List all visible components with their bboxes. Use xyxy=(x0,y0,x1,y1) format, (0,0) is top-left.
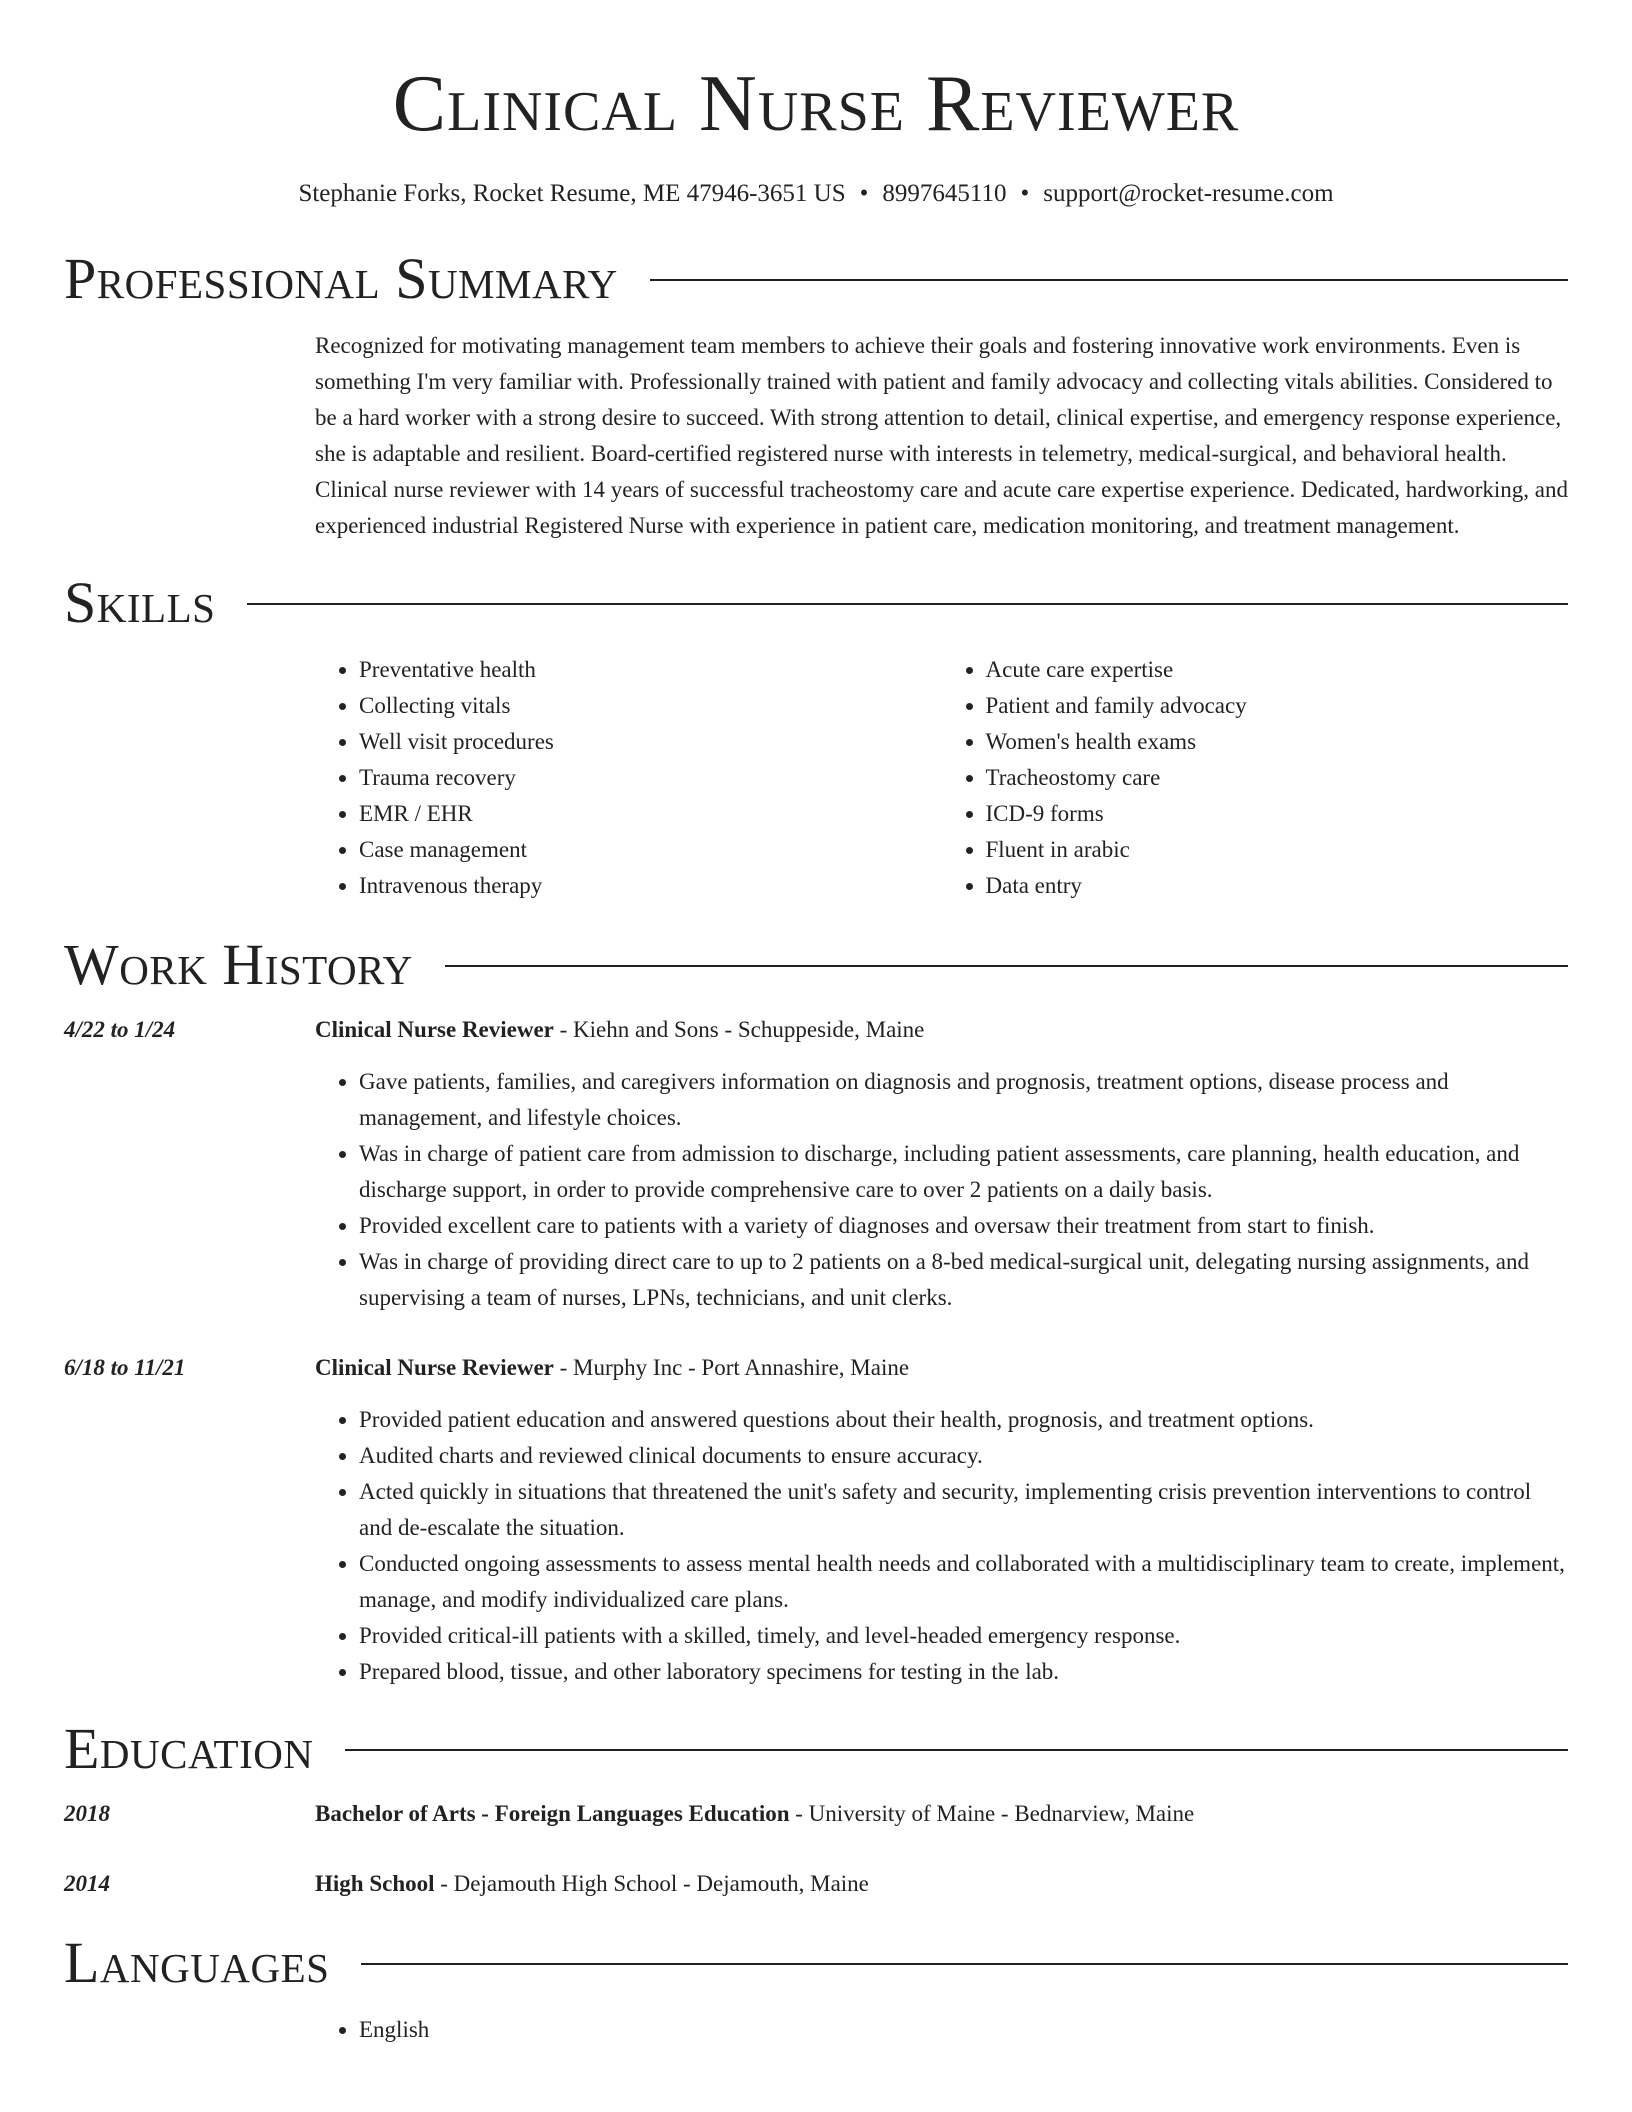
education-school: - University of Maine - Bednarview, Maine xyxy=(789,1801,1195,1826)
languages-heading: Languages xyxy=(64,1930,330,1995)
duty-item: • Acted quickly in situations that threatened the unit's safety and security, implementing crisis prevention interventions to control and de-escalate the situation. xyxy=(359,1474,1568,1546)
education-year: 2014 xyxy=(64,1871,110,1896)
duty-item: • Prepared blood, tissue, and other laboratory specimens for testing in the lab. xyxy=(359,1654,1568,1690)
skill-item: • Collecting vitals xyxy=(359,688,942,724)
language-item: • English xyxy=(359,2012,1568,2048)
skill-item: • Women's health exams xyxy=(986,724,1569,760)
skills-column-right xyxy=(942,652,1569,904)
education-line xyxy=(315,1866,869,1902)
duty-item: • Audited charts and reviewed clinical documents to ensure accuracy. xyxy=(359,1438,1568,1474)
section-divider xyxy=(445,965,1568,967)
skill-item: • Well visit procedures xyxy=(359,724,942,760)
skills-section-header xyxy=(64,570,1568,636)
job-title: Clinical Nurse Reviewer xyxy=(315,1017,554,1042)
skill-item: • EMR / EHR xyxy=(359,796,942,832)
education-degree: Bachelor of Arts - Foreign Languages Education xyxy=(315,1801,790,1826)
education-school: - Dejamouth High School - Dejamouth, Maine xyxy=(434,1871,869,1896)
duty-item: • Was in charge of patient care from admission to discharge, including patient assessments, care planning, health education, and discharge support, in order to provide comprehensive care to over 2 patients on a daily basis. xyxy=(359,1136,1568,1208)
skill-item: • Acute care expertise xyxy=(986,652,1569,688)
contact-phone: 8997645110 xyxy=(882,180,1007,207)
contact-separator: • xyxy=(1020,180,1030,207)
job-employer: - Murphy Inc - Port Annashire, Maine xyxy=(553,1355,910,1380)
contact-line xyxy=(64,178,1568,210)
contact-address: Stephanie Forks, Rocket Resume, ME 47946-3651 US xyxy=(298,180,846,207)
duty-item: • Provided patient education and answered questions about their health, prognosis, and treatment options. xyxy=(359,1402,1568,1438)
skill-item: • ICD-9 forms xyxy=(986,796,1569,832)
job-employer: - Kiehn and Sons - Schuppeside, Maine xyxy=(553,1017,925,1042)
education-section-header xyxy=(64,1716,1568,1782)
skill-item: • Patient and family advocacy xyxy=(986,688,1569,724)
contact-separator: • xyxy=(859,180,869,207)
work-section-header xyxy=(64,932,1568,998)
duty-item: • Conducted ongoing assessments to assess mental health needs and collaborated with a multidisciplinary team to create, implement, manage, and modify individualized care plans. xyxy=(359,1546,1568,1618)
work-heading: Work History xyxy=(64,932,413,997)
resume-title: Clinical Nurse Reviewer xyxy=(392,60,1240,148)
education-heading: Education xyxy=(64,1716,314,1781)
job-duties xyxy=(315,1402,1568,1690)
skill-item: • Fluent in arabic xyxy=(986,832,1569,868)
education-degree: High School xyxy=(315,1871,435,1896)
skill-item: • Case management xyxy=(359,832,942,868)
section-divider xyxy=(650,279,1568,281)
section-divider xyxy=(345,1749,1568,1751)
skill-item: • Data entry xyxy=(986,868,1569,904)
languages-list xyxy=(315,2012,1568,2048)
languages-section-header xyxy=(64,1930,1568,1996)
skill-item: • Preventative health xyxy=(359,652,942,688)
duty-item: • Provided critical-ill patients with a skilled, timely, and level-headed emergency response. xyxy=(359,1618,1568,1654)
job-duties xyxy=(315,1064,1568,1316)
duty-item: • Was in charge of providing direct care to up to 2 patients on a 8-bed medical-surgical unit, delegating nursing assignments, and supervising a team of nurses, LPNs, technicians, and unit clerks. xyxy=(359,1244,1568,1316)
education-line xyxy=(315,1796,1194,1832)
work-dates: 4/22 to 1/24 xyxy=(64,1017,176,1042)
skills-column-left xyxy=(315,652,942,904)
job-title: Clinical Nurse Reviewer xyxy=(315,1355,554,1380)
work-dates: 6/18 to 11/21 xyxy=(64,1355,186,1380)
education-year: 2018 xyxy=(64,1801,110,1826)
duty-item: • Provided excellent care to patients with a variety of diagnoses and oversaw their treatment from start to finish. xyxy=(359,1208,1568,1244)
education-entry xyxy=(64,1866,1568,1902)
section-divider xyxy=(247,603,1568,605)
work-title-line xyxy=(315,1012,924,1048)
skill-item: • Intravenous therapy xyxy=(359,868,942,904)
skill-item: • Tracheostomy care xyxy=(986,760,1569,796)
work-title-line xyxy=(315,1350,909,1386)
contact-email: support@rocket-resume.com xyxy=(1043,180,1334,207)
work-entry xyxy=(64,1350,1568,1690)
resume-page xyxy=(64,0,1568,2048)
skills-list xyxy=(315,652,1568,904)
summary-text: Recognized for motivating management team members to achieve their goals and fostering innovative work environments. Even is something I'm very familiar with. Professionally trained with patient and family advocacy and collecting vitals abilities. Considered to be a hard worker with a strong desire to succeed. With strong attention to detail, clinical expertise, and emergency response experience, she is adaptable and resilient. Board-certified registered nurse with interests in telemetry, medical-surgical, and behavioral health. Clinical nurse reviewer with 14 years of successful tracheostomy care and acute care expertise experience. Dedicated, hardworking, and experienced industrial Registered Nurse with experience in patient care, medication monitoring, and treatment management. xyxy=(315,333,1568,538)
work-entry xyxy=(64,1012,1568,1316)
skill-item: • Trauma recovery xyxy=(359,760,942,796)
education-entry xyxy=(64,1796,1568,1832)
section-divider xyxy=(361,1963,1568,1965)
duty-item: • Gave patients, families, and caregivers information on diagnosis and prognosis, treatment options, disease process and management, and lifestyle choices. xyxy=(359,1064,1568,1136)
summary-heading: Professional Summary xyxy=(64,246,618,311)
skills-heading: Skills xyxy=(64,570,216,635)
summary-section-header xyxy=(64,246,1568,312)
